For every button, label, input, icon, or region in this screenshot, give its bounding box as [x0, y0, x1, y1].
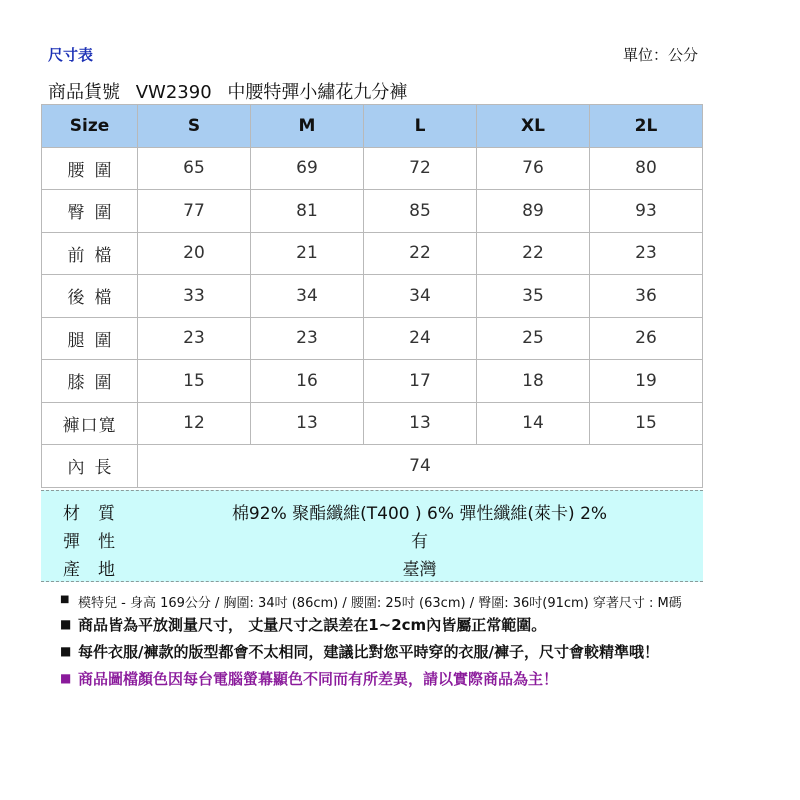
bullet-square-icon: ■ — [60, 671, 72, 685]
size-header-row — [42, 105, 703, 148]
table-cell: 19 — [590, 360, 703, 403]
table-cell: 22 — [477, 232, 590, 275]
table-cell: 13 — [251, 402, 364, 445]
bullet-square-icon: ■ — [60, 644, 72, 658]
product-code: VW2390 — [135, 82, 212, 103]
note-text: 每件衣服/褲款的版型都會不太相同，建議比對您平時穿的衣服/褲子，尺寸會較精準哦！ — [78, 643, 659, 661]
material-section — [41, 490, 703, 582]
header-xl: XL — [477, 105, 590, 148]
table-cell: 81 — [251, 190, 364, 233]
row-label: 腰圍 — [42, 147, 138, 190]
header-s: S — [138, 105, 251, 148]
unit-label: 單位：公分 — [622, 46, 698, 64]
table-row — [42, 317, 703, 360]
table-cell: 69 — [251, 147, 364, 190]
bullet-square-icon: ■ — [60, 617, 72, 631]
table-row — [42, 232, 703, 275]
table-cell: 22 — [364, 232, 477, 275]
header-2l: 2L — [590, 105, 703, 148]
table-cell: 25 — [477, 317, 590, 360]
table-cell: 12 — [138, 402, 251, 445]
table-cell: 23 — [251, 317, 364, 360]
table-row — [42, 190, 703, 233]
row-label: 腿圍 — [42, 317, 138, 360]
material-value: 棉92% 聚酯纖維(T400 ) 6% 彈性纖維(萊卡) 2% — [231, 504, 608, 524]
table-cell: 65 — [138, 147, 251, 190]
size-table — [41, 104, 703, 488]
origin-value: 臺灣 — [402, 560, 437, 580]
material-row — [41, 499, 703, 527]
table-cell: 13 — [364, 402, 477, 445]
note-text: 模特兒 - 身高 169公分 / 胸圍: 34吋 (86cm) / 腰圍: 25吋 (63cm) / 臀圍: 36吋(91cm) 穿著尺寸 : M碼 — [78, 596, 682, 611]
table-cell: 80 — [590, 147, 703, 190]
table-cell: 34 — [251, 275, 364, 318]
notes-list — [60, 592, 790, 695]
table-cell: 15 — [138, 360, 251, 403]
row-label: 褲口寬 — [42, 402, 138, 445]
note-fit — [60, 641, 790, 668]
note-measurement — [60, 614, 790, 641]
row-label: 後檔 — [42, 275, 138, 318]
inseam-value: 74 — [138, 445, 703, 488]
table-cell: 93 — [590, 190, 703, 233]
note-text: 商品圖檔顏色因每台電腦螢幕顯色不同而有所差異，請以實際商品為主！ — [78, 670, 559, 688]
note-model-info — [60, 592, 790, 614]
table-cell: 23 — [138, 317, 251, 360]
origin-row — [41, 555, 703, 583]
row-label: 膝圍 — [42, 360, 138, 403]
origin-label: 產地 — [63, 560, 133, 580]
inseam-row — [42, 445, 703, 488]
table-cell: 15 — [590, 402, 703, 445]
elasticity-row — [41, 527, 703, 555]
header-m: M — [251, 105, 364, 148]
product-name: 中腰特彈小繡花九分褲 — [227, 82, 408, 103]
bullet-square-icon: ■ — [60, 594, 70, 605]
table-cell: 20 — [138, 232, 251, 275]
table-cell: 34 — [364, 275, 477, 318]
inseam-label: 內長 — [42, 445, 138, 488]
table-row — [42, 402, 703, 445]
table-cell: 76 — [477, 147, 590, 190]
note-text: 商品皆為平放測量尺寸， 丈量尺寸之誤差在1~2cm內皆屬正常範圍。 — [78, 616, 547, 634]
table-row — [42, 147, 703, 190]
row-label: 臀圍 — [42, 190, 138, 233]
table-cell: 36 — [590, 275, 703, 318]
table-cell: 23 — [590, 232, 703, 275]
header-size: Size — [42, 105, 138, 148]
material-label: 材質 — [63, 504, 133, 524]
table-cell: 21 — [251, 232, 364, 275]
table-cell: 26 — [590, 317, 703, 360]
product-code-label: 商品貨號 — [48, 82, 120, 103]
table-cell: 17 — [364, 360, 477, 403]
table-cell: 89 — [477, 190, 590, 233]
note-color — [60, 668, 790, 695]
table-cell: 24 — [364, 317, 477, 360]
table-cell: 35 — [477, 275, 590, 318]
size-chart-title: 尺寸表 — [48, 46, 94, 64]
table-cell: 33 — [138, 275, 251, 318]
product-line — [48, 78, 417, 104]
header-l: L — [364, 105, 477, 148]
table-cell: 18 — [477, 360, 590, 403]
row-label: 前檔 — [42, 232, 138, 275]
elasticity-label: 彈性 — [63, 532, 133, 552]
table-cell: 72 — [364, 147, 477, 190]
table-row — [42, 275, 703, 318]
elasticity-value: 有 — [411, 532, 428, 552]
table-cell: 16 — [251, 360, 364, 403]
table-row — [42, 360, 703, 403]
table-cell: 77 — [138, 190, 251, 233]
table-cell: 14 — [477, 402, 590, 445]
table-cell: 85 — [364, 190, 477, 233]
